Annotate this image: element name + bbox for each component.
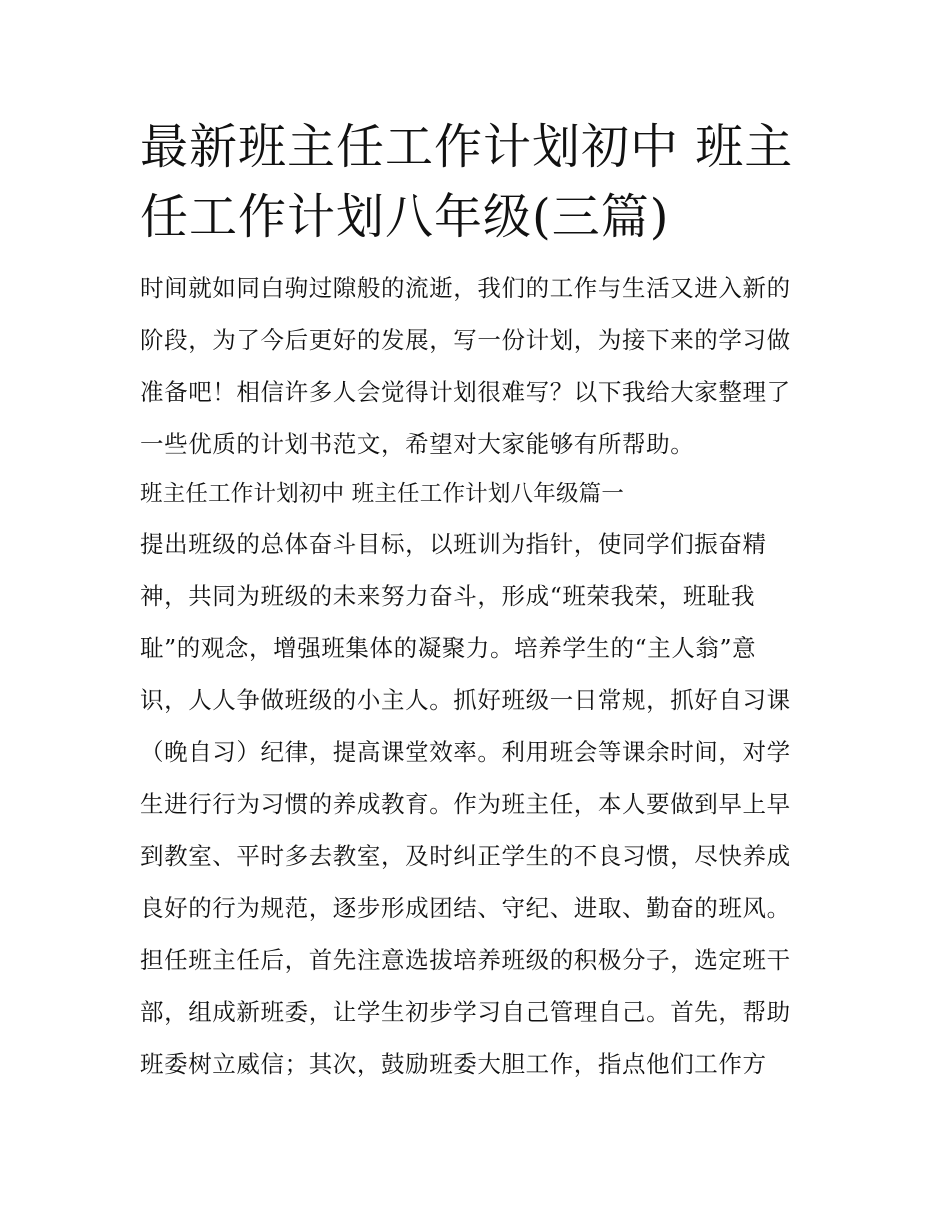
body-line: 部，组成新班委，让学生初步学习自己管理自己。首先，帮助: [140, 998, 791, 1026]
body-line: 班委树立威信；其次，鼓励班委大胆工作，指点他们工作方: [140, 1050, 767, 1078]
intro-line: 一些优质的计划书范文，希望对大家能够有所帮助。: [140, 430, 695, 458]
body-line: （晚自习）纪律，提高课堂效率。利用班会等课余时间，对学: [140, 738, 791, 766]
document-page: [140, 112, 812, 1090]
body-line: 识，人人争做班级的小主人。抓好班级一日常规，抓好自习课: [140, 686, 791, 714]
body-line: 神，共同为班级的未来努力奋斗，形成“班荣我荣，班耻我: [140, 582, 756, 610]
document-title: [140, 112, 812, 252]
intro-line: 阶段，为了今后更好的发展，写一份计划，为接下来的学习做: [140, 326, 791, 354]
title-line: 最新班主任工作计划初中 班主: [140, 119, 794, 175]
body-line: 到教室、平时多去教室，及时纠正学生的不良习惯，尽快养成: [140, 842, 791, 870]
intro-paragraph: [140, 262, 812, 470]
body-line: 耻”的观念，增强班集体的凝聚力。培养学生的“主人翁”意: [140, 634, 757, 662]
body-line: 担任班主任后，首先注意选拔培养班级的积极分子，选定班干: [140, 946, 791, 974]
body-line: 提出班级的总体奋斗目标，以班训为指针，使同学们振奋精: [140, 530, 767, 558]
body-paragraph: [140, 518, 812, 1090]
title-line: 任工作计划八年级(三篇): [140, 189, 670, 245]
section-heading: 班主任工作计划初中 班主任工作计划八年级篇一: [140, 481, 625, 507]
body-line: 良好的行为规范，逐步形成团结、守纪、进取、勤奋的班风。: [140, 894, 791, 922]
body-line: 生进行行为习惯的养成教育。作为班主任，本人要做到早上早: [140, 790, 791, 818]
intro-line: 准备吧！相信许多人会觉得计划很难写？以下我给大家整理了: [140, 378, 791, 406]
intro-line: 时间就如同白驹过隙般的流逝，我们的工作与生活又进入新的: [140, 274, 791, 302]
